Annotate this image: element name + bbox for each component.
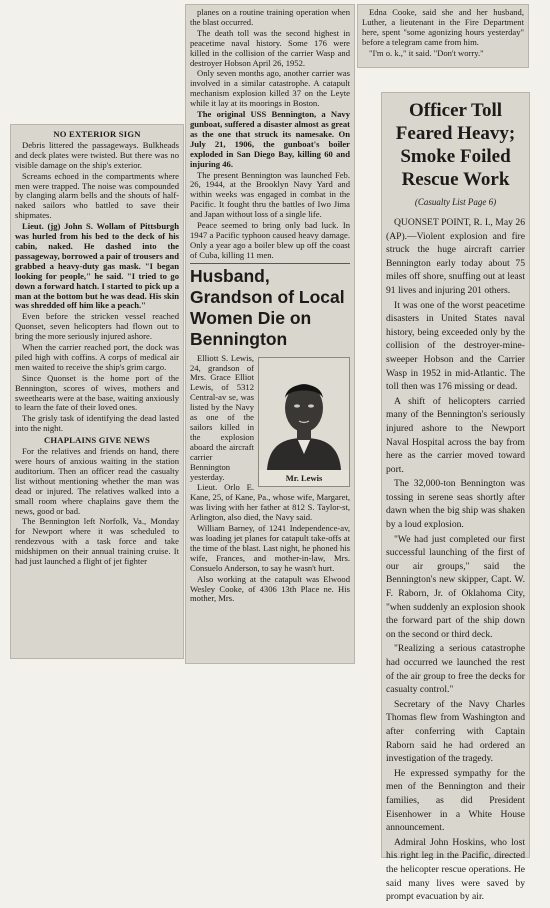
paragraph: When the carrier reached port, the dock was piled high with coffins. A corps of medical air men waited to receive the ship's grim cargo. — [15, 342, 179, 372]
paragraph: Peace seemed to bring only bad luck. In 1947 a Pacific typhoon caused heavy damage. Only a year ago a boiler blew up off the coast of Cuba, killing 11 men. — [190, 220, 350, 260]
paragraph: Lieut. Orlo E. Kane, 25, of Kane, Pa., whose wife, Margaret, was living with her father at 812 S. Taylor-st, Arlington, also died, the Navy said. — [190, 482, 350, 523]
clipping-right-column — [381, 92, 530, 903]
paragraph: Secretary of the Navy Charles Thomas flew from Washington and after conferring with Captain Raborn said he had ordered an investigation of the tragedy. — [386, 698, 525, 765]
subhead-chaplains-give-news: CHAPLAINS GIVE NEWS — [44, 435, 150, 446]
paragraph: Elliott S. Lewis, 24, grandson of Mrs. Grace Elliot Lewis, of 5312 Central-av se, was listed by the Navy as one of the sailors killed in the explosion aboard the aircraft carrier Bennington yesterday. — [190, 352, 254, 482]
paragraph: "We had just completed our first successful launching of the first of our air groups," said the Bennington's new skipper, Capt. W. F. Raborn, Jr. of Oklahoma City, "when suddenly an explosion shook the forward part of the ship down on the second or third deck. — [386, 533, 525, 640]
clipping-middle-column — [185, 4, 355, 664]
paragraph: Since Quonset is the home port of the Bennington, scores of wives, mothers and sweethearts were at the base, waiting anxiously to learn the fate of their loved ones. — [15, 372, 179, 413]
paragraph: The 32,000-ton Bennington was tossing in serene seas shortly after dawn when the big ship was shaken by a loud explosion. — [386, 478, 525, 531]
paragraph: Edna Cooke, said she and her husband, Luther, a lieutenant in the Fire Department here, spent "some agonizing hours yesterday" before a telegram came from him. — [362, 7, 524, 47]
clipping-left-column — [10, 124, 184, 659]
paragraph: Only seven months ago, another carrier was involved in a similar catastrophe. A catapult mechanism explosion killed 37 on the Leyte while it lay at its moorings in Boston. — [190, 68, 350, 109]
paragraph: The Bennington left Norfolk, Va., Monday for Newport where it was scheduled to rendezvous with a task force and take midshipmen on their annual training cruise. It had just launched a flight of jet fighter — [15, 516, 179, 567]
left-text — [11, 125, 183, 571]
photo-caption: Mr. Lewis — [285, 472, 323, 483]
paragraph: Lieut. (jg) John S. Wollam of Pittsburgh was hurled from his bed to the deck of his cabin, naked. He dashed into the passageway, borrowed a pair of trousers and grabbed a heavy-duty gas mask. "I began looking for people," he said. "I tried to go down a forward hatch. I started to pick up a man at the bottom but he was dead. His skin was shredded off him like a peach." — [15, 221, 179, 311]
right-text — [382, 213, 529, 908]
paragraph: "Realizing a serious catastrophe had occurred we launched the rest of the air group to free the decks for casualty control." — [386, 643, 525, 696]
paragraph: The death toll was the second highest in peacetime naval history. Some 176 were killed in the collision of the carrier Wasp and destroyer Hobson April 26, 1952. — [190, 27, 350, 68]
paragraph: William Barney, of 1241 Independence-av, was loading jet planes for catapult take-offs at the time of the blast. Last night, he phoned his wife, Frances, and mother-in-law, Mrs. Consuelo Anderson, to say he wasn't hurt. — [190, 523, 350, 573]
paragraph: He expressed sympathy for the men of the Bennington and their families, as did President Eisenhower in a White House announcement. — [386, 767, 525, 834]
subhead-no-exterior-sign: NO EXTERIOR SIGN — [53, 129, 141, 139]
paragraph: Admiral John Hoskins, who lost his right leg in the Pacific, directed the helicopter rescue operations. He said many lives were saved by prompt evacuation by air. — [386, 836, 525, 903]
paragraph: A shift of helicopters carried many of the Bennington's seriously injured ashore to the Newport Naval Hospital across the bay from here as the carrier moved toward port. — [386, 395, 525, 475]
clipping-top-right — [357, 4, 529, 68]
paragraph: It was one of the worst peacetime disasters in United States naval history, being exceeded only by the collision of the destroyer-mine-sweeper Hobson and the Carrier Wasp in 1952 in mid-Atlantic. The toll then was 176 missing or dead. — [386, 299, 525, 393]
divider — [190, 263, 350, 264]
paragraph: Screams echoed in the compartments where men were trapped. The noise was compounded by clanging alarm bells and the shouts of half-naked sailors who battled to save their shipmates. — [15, 170, 179, 221]
paragraph: The present Bennington was launched Feb. 26, 1944, at the Brooklyn Navy Yard and within weeks was engaged in combat in the Pacific. It fought thru the battles of Iwo Jima and Japan without loss of a single life. — [190, 169, 350, 220]
casualty-list-note: (Casualty List Page 6) — [414, 197, 497, 207]
middle-text — [186, 5, 354, 608]
top-right-text — [358, 5, 528, 63]
paragraph: The grisly task of identifying the dead lasted into the night. — [15, 413, 179, 434]
headline-officer-toll: Officer Toll Feared Heavy; Smoke Foiled Rescue Work — [395, 100, 516, 190]
paragraph: The original USS Bennington, a Navy gunboat, suffered a disaster almost as great as the one that struck its namesake. On July 21, 1906, the gunboat's boiler exploded in San Diego Bay, killing 60 and injuring 46. — [190, 109, 350, 169]
paragraph: Debris littered the passageways. Bulkheads and deck plates were twisted. But there was no visible damage on the ship's exterior. — [15, 139, 179, 170]
photo-mr-lewis — [258, 357, 350, 487]
paragraph: Also working at the catapult was Elwood Wesley Cooke, of 4306 13th Place ne. His mother, Mrs. — [190, 573, 350, 604]
paragraph: "I'm o. k.," it said. "Don't worry." — [369, 47, 484, 58]
paragraph: QUONSET POINT, R. I., May 26 (AP).—Violent explosion and fire struck the huge aircraft carrier Bennington early today about 75 miles off shore, snuffing out at least 91 lives and injuring 201 others. — [386, 217, 525, 296]
portrait-image — [259, 358, 349, 470]
paragraph: planes on a routine training operation when the blast occurred. — [190, 7, 350, 27]
paragraph: For the relatives and friends on hand, there were hours of anxious waiting in the station auditorium. Then an officer read the casualty list without mentioning whether the man was dead or injured. The relatives walked into a small room where chaplains gave them the news, good or bad. — [15, 446, 179, 516]
paragraph: Even before the stricken vessel reached Quonset, seven helicopters had flown out to bring the more seriously injured ashore. — [15, 311, 179, 342]
headline-husband-grandson: Husband, Grandson of Local Women Die on Bennington — [190, 265, 345, 349]
